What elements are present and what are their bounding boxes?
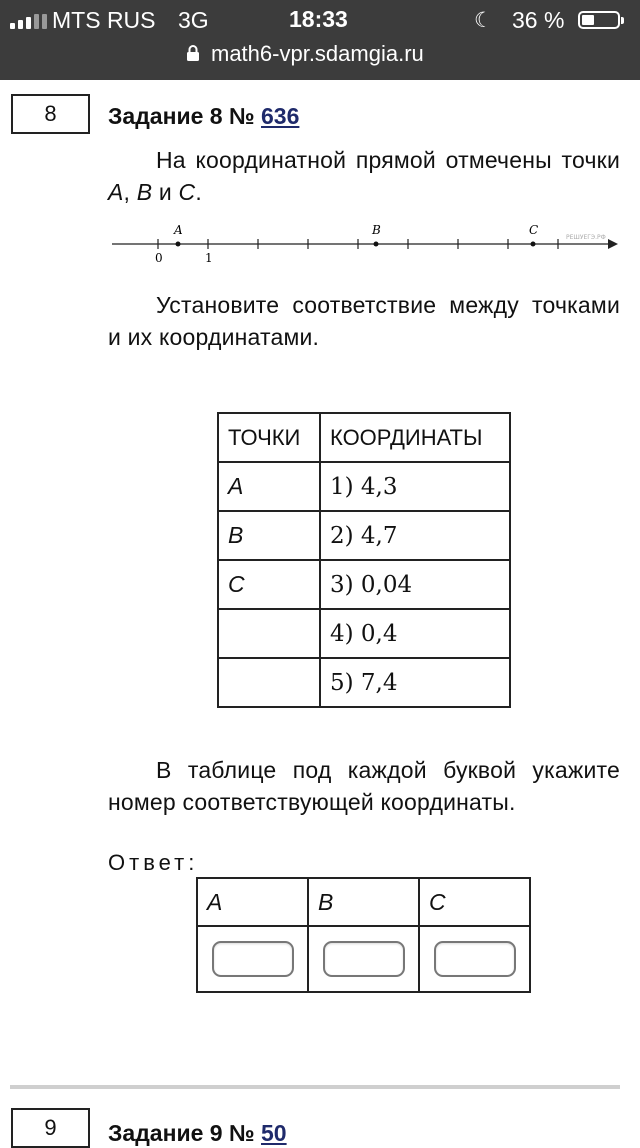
row-coordinate: 1) 4,3 (320, 462, 510, 511)
task-number-box: 8 (11, 94, 90, 134)
answer-table (196, 877, 531, 993)
answer-header-row (197, 878, 530, 926)
task-id-link[interactable]: 636 (261, 103, 300, 129)
next-task-title (108, 1120, 287, 1147)
answer-header-a: A (197, 878, 308, 926)
task-text-3: В таблице под каждой буквой укажите номер соответствующей координаты. (108, 757, 620, 815)
tick-label-1: 1 (205, 251, 213, 265)
table-header-row (218, 413, 510, 462)
point-c-label: C (529, 223, 539, 237)
row-point (218, 609, 320, 658)
row-point: A (218, 462, 320, 511)
coordinates-table (217, 412, 511, 708)
row-coordinate: 5) 7,4 (320, 658, 510, 707)
next-task-id-link[interactable]: 50 (261, 1120, 287, 1146)
table-row (218, 609, 510, 658)
row-coordinate: 2) 4,7 (320, 511, 510, 560)
table-row (218, 560, 510, 609)
table-row (218, 462, 510, 511)
next-task-number-box: 9 (11, 1108, 90, 1148)
battery-icon (578, 11, 620, 29)
status-bar (0, 0, 640, 80)
address-bar-url[interactable]: math6-vpr.sdamgia.ru (211, 41, 424, 66)
carrier-name: MTS RUS (52, 7, 156, 33)
answer-input-c[interactable] (434, 941, 516, 977)
answer-input-b[interactable] (323, 941, 405, 977)
table-row (218, 658, 510, 707)
row-point: B (218, 511, 320, 560)
task-title (108, 103, 299, 130)
row-coordinate: 4) 0,4 (320, 609, 510, 658)
next-task-title-text: Задание 9 № (108, 1120, 262, 1146)
answer-header-b: B (308, 878, 419, 926)
point-b-dot (374, 242, 379, 247)
task-text-2: Установите соответствие между точками и их координатами. (108, 292, 620, 350)
table-row (218, 511, 510, 560)
answer-input-a[interactable] (212, 941, 294, 977)
row-coordinate: 3) 0,04 (320, 560, 510, 609)
header-coordinates: КООРДИНАТЫ (320, 413, 510, 462)
network-type: 3G (178, 7, 209, 33)
point-a-dot (176, 242, 181, 247)
task-text-1: На координатной прямой отмечены точки A, B и C. (108, 147, 620, 205)
tick-label-0: 0 (155, 251, 163, 265)
answer-header-c: C (419, 878, 530, 926)
lock-icon (186, 44, 200, 62)
section-divider (10, 1085, 620, 1089)
row-point: C (218, 560, 320, 609)
row-point (218, 658, 320, 707)
number-line (108, 218, 620, 268)
point-b-label: B (372, 223, 381, 237)
battery-percent: 36 % (512, 7, 565, 33)
point-c-dot (531, 242, 536, 247)
point-a-label: A (174, 223, 183, 237)
answer-input-row (197, 926, 530, 992)
watermark-text: РЕШУЕГЭ.РФ (566, 234, 606, 241)
task-title-text: Задание 8 № (108, 103, 262, 129)
answer-label: Ответ: (108, 850, 199, 875)
header-points: ТОЧКИ (218, 413, 320, 462)
clock: 18:33 (289, 6, 348, 32)
axis-arrow (608, 239, 618, 249)
do-not-disturb-icon: ☾ (474, 9, 493, 32)
